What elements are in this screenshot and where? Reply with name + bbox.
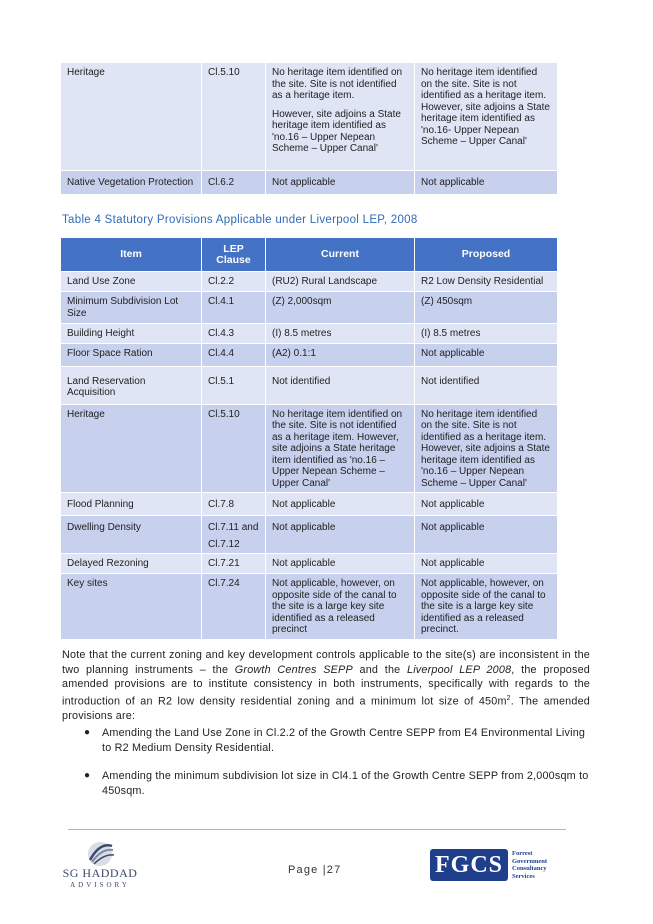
proposed-cell: Not applicable	[415, 343, 558, 366]
current-cell: Not applicable, however, on opposite side of the canal to the site is a large key site identified as a released precinct	[266, 574, 415, 640]
current-cell: No heritage item identified on the site. Site is not identified as a heritage item. However, site adjoins a State heritage item identified as 'no.16 – Upper Nepean Scheme – Upper Canal'	[266, 404, 415, 493]
proposed-cell: (I) 8.5 metres	[415, 324, 558, 344]
sg-haddad-logo-subtext: ADVISORY	[70, 881, 130, 889]
note-paragraph	[62, 648, 590, 724]
page-number: Page |27	[288, 864, 342, 876]
item-cell: Heritage	[61, 63, 202, 171]
table-row	[61, 493, 558, 516]
item-cell: Floor Space Ration	[61, 343, 202, 366]
list-item	[62, 769, 592, 798]
note-text: and the	[352, 663, 407, 676]
header-current: Current	[266, 238, 415, 272]
table-row	[61, 272, 558, 292]
fgcs-logo: FGCS	[430, 849, 508, 881]
note-italic-liverpool-lep: Liverpool LEP 2008	[406, 663, 512, 676]
current-cell	[266, 63, 415, 171]
header-item: Item	[61, 238, 202, 272]
clause-cell: Cl.5.10	[202, 63, 266, 171]
item-cell: Key sites	[61, 574, 202, 640]
current-cell: Not applicable	[266, 516, 415, 554]
bullet-icon: ●	[84, 770, 91, 782]
clause-cell: Cl.6.2	[202, 171, 266, 195]
clause-cell: Cl.7.24	[202, 574, 266, 640]
list-item-text: Amending the minimum subdivision lot size in Cl4.1 of the Growth Centre SEPP from 2,000sqm to 450sqm.	[102, 770, 589, 797]
proposed-cell: Not applicable, however, on opposite side of the canal to the site is a large key site identified as a released precinct.	[415, 574, 558, 640]
current-cell: Not applicable	[266, 171, 415, 195]
item-cell: Building Height	[61, 324, 202, 344]
proposed-cell: (Z) 450sqm	[415, 292, 558, 324]
current-paragraph: However, site adjoins a State heritage item identified as 'no.16 – Upper Nepean Scheme – Upper Canal'	[272, 108, 401, 154]
table-row	[61, 171, 558, 195]
proposed-cell: Not applicable	[415, 493, 558, 516]
item-cell: Dwelling Density	[61, 516, 202, 554]
table-row	[61, 554, 558, 574]
proposed-cell: R2 Low Density Residential	[415, 272, 558, 292]
bullet-icon: ●	[84, 727, 91, 738]
current-paragraph: No heritage item identified on the site. Site is not identified as a heritage item.	[272, 67, 403, 101]
clause-line: Cl.7.11 and	[208, 522, 259, 533]
table-row	[61, 516, 558, 554]
fgcs-word: Services	[512, 872, 535, 880]
table-row	[61, 292, 558, 324]
note-superscript: 2	[506, 694, 511, 702]
clause-cell: Cl.7.8	[202, 493, 266, 516]
current-cell: Not identified	[266, 366, 415, 404]
fgcs-word: Consultancy	[512, 865, 547, 872]
list-item	[62, 726, 592, 755]
fgcs-word: Government	[512, 857, 548, 865]
note-text: Note that the current zoning and key development controls applicable to the site(s) are inconsistent in the two planning instruments – the	[62, 649, 590, 676]
proposed-cell: Not applicable	[415, 171, 558, 195]
proposed-cell: Not applicable	[415, 554, 558, 574]
item-cell: Heritage	[61, 404, 202, 493]
item-cell: Land Reservation Acquisition	[61, 366, 202, 404]
table-header-row	[61, 238, 558, 272]
item-cell: Minimum Subdivision Lot Size	[61, 292, 202, 324]
clause-cell: Cl.4.3	[202, 324, 266, 344]
clause-cell: Cl.5.1	[202, 366, 266, 404]
proposed-cell: Not applicable	[415, 516, 558, 554]
clause-cell: Cl.7.21	[202, 554, 266, 574]
proposed-cell: No heritage item identified on the site. Site is not identified as a heritage item. However, site adjoins a State heritage item identified as 'no.16- Upper Nepean Scheme – Upper Canal'	[415, 63, 558, 171]
clause-cell: Cl.4.1	[202, 292, 266, 324]
table-row	[61, 404, 558, 493]
current-cell: (I) 8.5 metres	[266, 324, 415, 344]
table-row	[61, 366, 558, 404]
note-italic-growth-centres: Growth Centres SEPP	[234, 663, 353, 676]
sg-haddad-logo-text: SG HADDAD	[62, 866, 138, 880]
current-cell: (Z) 2,000sqm	[266, 292, 415, 324]
table-row	[61, 574, 558, 640]
table-caption: Table 4 Statutory Provisions Applicable under Liverpool LEP, 2008	[62, 214, 418, 226]
item-cell: Delayed Rezoning	[61, 554, 202, 574]
note-text: , the proposed amended provisions are to institute consistency in both instruments, specifically with regards to the introduction of an R2 low density residential zoning and a minimum lot size of 450m	[62, 663, 590, 708]
table-row	[61, 63, 558, 171]
footer-divider	[68, 829, 566, 830]
clause-line: Cl.7.12	[208, 538, 240, 550]
list-item-text: Amending the Land Use Zone in Cl.2.2 of the Growth Centre SEPP from E4 Environmental Living to R2 Medium Density Residential.	[102, 727, 586, 754]
note-text: . The amended provisions are:	[62, 695, 591, 722]
current-cell: Not applicable	[266, 554, 415, 574]
item-cell: Land Use Zone	[61, 272, 202, 292]
current-cell: (A2) 0.1:1	[266, 343, 415, 366]
current-cell: (RU2) Rural Landscape	[266, 272, 415, 292]
amendment-list	[62, 726, 592, 812]
fgcs-logo-words	[512, 850, 547, 880]
fgcs-word: Forrest	[512, 850, 533, 857]
heritage-continuation-table	[60, 62, 558, 195]
header-lep-clause: LEP Clause	[202, 238, 266, 272]
current-cell: Not applicable	[266, 493, 415, 516]
proposed-cell: No heritage item identified on the site. Site is not identified as a heritage item. However, site adjoins a State heritage item identified as 'no.16 – Upper Nepean Scheme – Upper Canal'	[415, 404, 558, 493]
item-cell: Native Vegetation Protection	[61, 171, 202, 195]
clause-cell: Cl.2.2	[202, 272, 266, 292]
clause-cell	[202, 516, 266, 554]
clause-cell: Cl.5.10	[202, 404, 266, 493]
liverpool-lep-table	[60, 237, 558, 640]
table-row	[61, 324, 558, 344]
clause-cell: Cl.4.4	[202, 343, 266, 366]
header-proposed: Proposed	[415, 238, 558, 272]
table-row	[61, 343, 558, 366]
item-cell: Flood Planning	[61, 493, 202, 516]
proposed-cell: Not identified	[415, 366, 558, 404]
